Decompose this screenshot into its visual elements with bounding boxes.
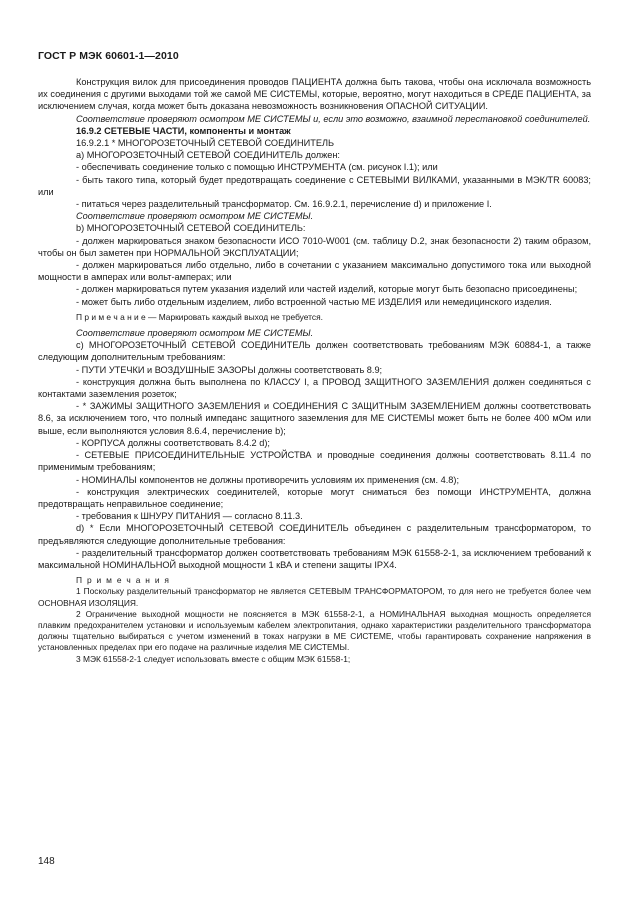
list-item: - должен маркироваться либо отдельно, либо в сочетании с указанием максимально допустимого тока или выходной мощности в амперах или вольт-амперах; или [38, 260, 591, 283]
note-item: 3 МЭК 61558-2-1 следует использовать вместе с общим МЭК 61558-1; [76, 653, 351, 664]
note-item: 2 Ограничение выходной мощности не поясняется в МЭК 61558-2-1, а НОМИНАЛЬНАЯ выходная мощность определяется плавким предохранителем установки и используемым кабелем электропитания, однако характеристики разделительного трансформатора должны тщательно выбираться с учетом изменений в токах нагрузки в МЕ СИСТЕМЕ, чтобы гарантировать сохранение напряжения в установленных пределах при его подаче на различные изделия МЕ СИСТЕМЫ. [38, 608, 591, 653]
compliance-note: Соответствие проверяют осмотром МЕ СИСТЕМЫ и, если это возможно, взаимной перестановкой соединителей. [76, 113, 591, 124]
list-item: - требования к ШНУРУ ПИТАНИЯ — согласно 8.11.3. [76, 511, 303, 522]
list-item: - должен маркироваться знаком безопасности ИСО 7010-W001 (см. таблицу D.2, знак безопасности 2) таким образом, чтобы он был заметен при НОРМАЛЬНОЙ ЭКСПЛУАТАЦИИ; [38, 235, 591, 258]
list-item: - разделительный трансформатор должен соответствовать требованиям МЭК 61558-2-1, за исключением требований к максимальной НОМИНАЛЬНОЙ выходной мощности 1 кВА и степени защиты IPX4. [38, 547, 591, 570]
list-item: - питаться через разделительный трансформатор. См. 16.9.2.1, перечисление d) и приложение I. [76, 199, 492, 210]
paragraph: b) МНОГОРОЗЕТОЧНЫЙ СЕТЕВОЙ СОЕДИНИТЕЛЬ: [76, 223, 306, 234]
paragraph: Конструкция вилок для присоединения проводов ПАЦИЕНТА должна быть такова, чтобы она исключала возможность их соединения с другими выходами той же самой МЕ СИСТЕМЫ, которые, вероятно, могут находиться в СРЕДЕ ПАЦИЕНТА, за исключением случая, когда может быть доказана невозможность возникновения ОПАСНОЙ СИТУАЦИИ. [38, 77, 591, 112]
list-item: - КОРПУСА должны соответствовать 8.4.2 d); [76, 437, 270, 448]
paragraph: c) МНОГОРОЗЕТОЧНЫЙ СЕТЕВОЙ СОЕДИНИТЕЛЬ должен соответствовать требованиям МЭК 60884-1, а также следующим дополнительным требованиям: [38, 340, 591, 363]
list-item: - может быть либо отдельным изделием, либо встроенной частью МЕ ИЗДЕЛИЯ или немедицинского изделия. [76, 296, 552, 307]
note-item: 1 Поскольку разделительный трансформатор не является СЕТЕВЫМ ТРАНСФОРМАТОРОМ, то для него не требуется более чем ОСНОВНАЯ ИЗОЛЯЦИЯ. [38, 586, 591, 608]
compliance-note: Соответствие проверяют осмотром МЕ СИСТЕМЫ. [76, 211, 314, 222]
list-item: - СЕТЕВЫЕ ПРИСОЕДИНИТЕЛЬНЫЕ УСТРОЙСТВА и проводные соединения должны соответствовать 8.11.4 по применимым требованиям; [38, 450, 591, 473]
document-header: ГОСТ Р МЭК 60601-1—2010 [38, 50, 179, 62]
note-text: Маркировать каждый выход не требуется. [158, 311, 323, 322]
document-body [38, 76, 591, 665]
clause-heading: 16.9.2.1 * МНОГОРОЗЕТОЧНЫЙ СЕТЕВОЙ СОЕДИНИТЕЛЬ [76, 138, 335, 149]
list-item: - конструкция электрических соединителей, которые могут сниматься без помощи ИНСТРУМЕНТА, должна предотвращать неправильное соединение; [38, 486, 591, 509]
list-item: - быть такого типа, который будет предотвращать соединение с СЕТЕВЫМИ ВИЛКАМИ, указанными в МЭК/TR 60083; или [38, 174, 591, 197]
note-label: П р и м е ч а н и е — [76, 311, 157, 322]
paragraph: d) * Если МНОГОРОЗЕТОЧНЫЙ СЕТЕВОЙ СОЕДИНИТЕЛЬ объединен с разделительным трансформатором, то предъявляются следующие дополнительные требования: [38, 523, 591, 546]
page-number: 148 [38, 856, 55, 867]
paragraph: a) МНОГОРОЗЕТОЧНЫЙ СЕТЕВОЙ СОЕДИНИТЕЛЬ должен: [76, 150, 340, 161]
section-heading: 16.9.2 СЕТЕВЫЕ ЧАСТИ, компоненты и монтаж [76, 125, 291, 136]
compliance-note: Соответствие проверяют осмотром МЕ СИСТЕМЫ. [76, 328, 314, 339]
list-item: - НОМИНАЛЫ компонентов не должны противоречить условиям их применения (см. 4.8); [76, 474, 460, 485]
list-item: - обеспечивать соединение только с помощью ИНСТРУМЕНТА (см. рисунок I.1); или [76, 162, 438, 173]
list-item: - * ЗАЖИМЫ ЗАЩИТНОГО ЗАЗЕМЛЕНИЯ и СОЕДИНЕНИЯ С ЗАЩИТНЫМ ЗАЗЕМЛЕНИЕМ должны соответствовать 8.6, за исключением того, что полный импеданс защитного заземления для МЕ СИСТЕМЫ может быть не более 400 мОм или выше, если выполняются условия 8.6.4, перечисление b); [38, 401, 591, 436]
list-item: - должен маркироваться путем указания изделий или частей изделий, которые могут быть безопасно присоединены; [76, 284, 578, 295]
list-item: - ПУТИ УТЕЧКИ и ВОЗДУШНЫЕ ЗАЗОРЫ должны соответствовать 8.9; [76, 364, 383, 375]
notes-title: П р и м е ч а н и я [76, 575, 171, 586]
list-item: - конструкция должна быть выполнена по КЛАССУ I, а ПРОВОД ЗАЩИТНОГО ЗАЗЕМЛЕНИЯ должен соединяться с контактами заземления розеток; [38, 376, 591, 400]
note [38, 312, 591, 323]
